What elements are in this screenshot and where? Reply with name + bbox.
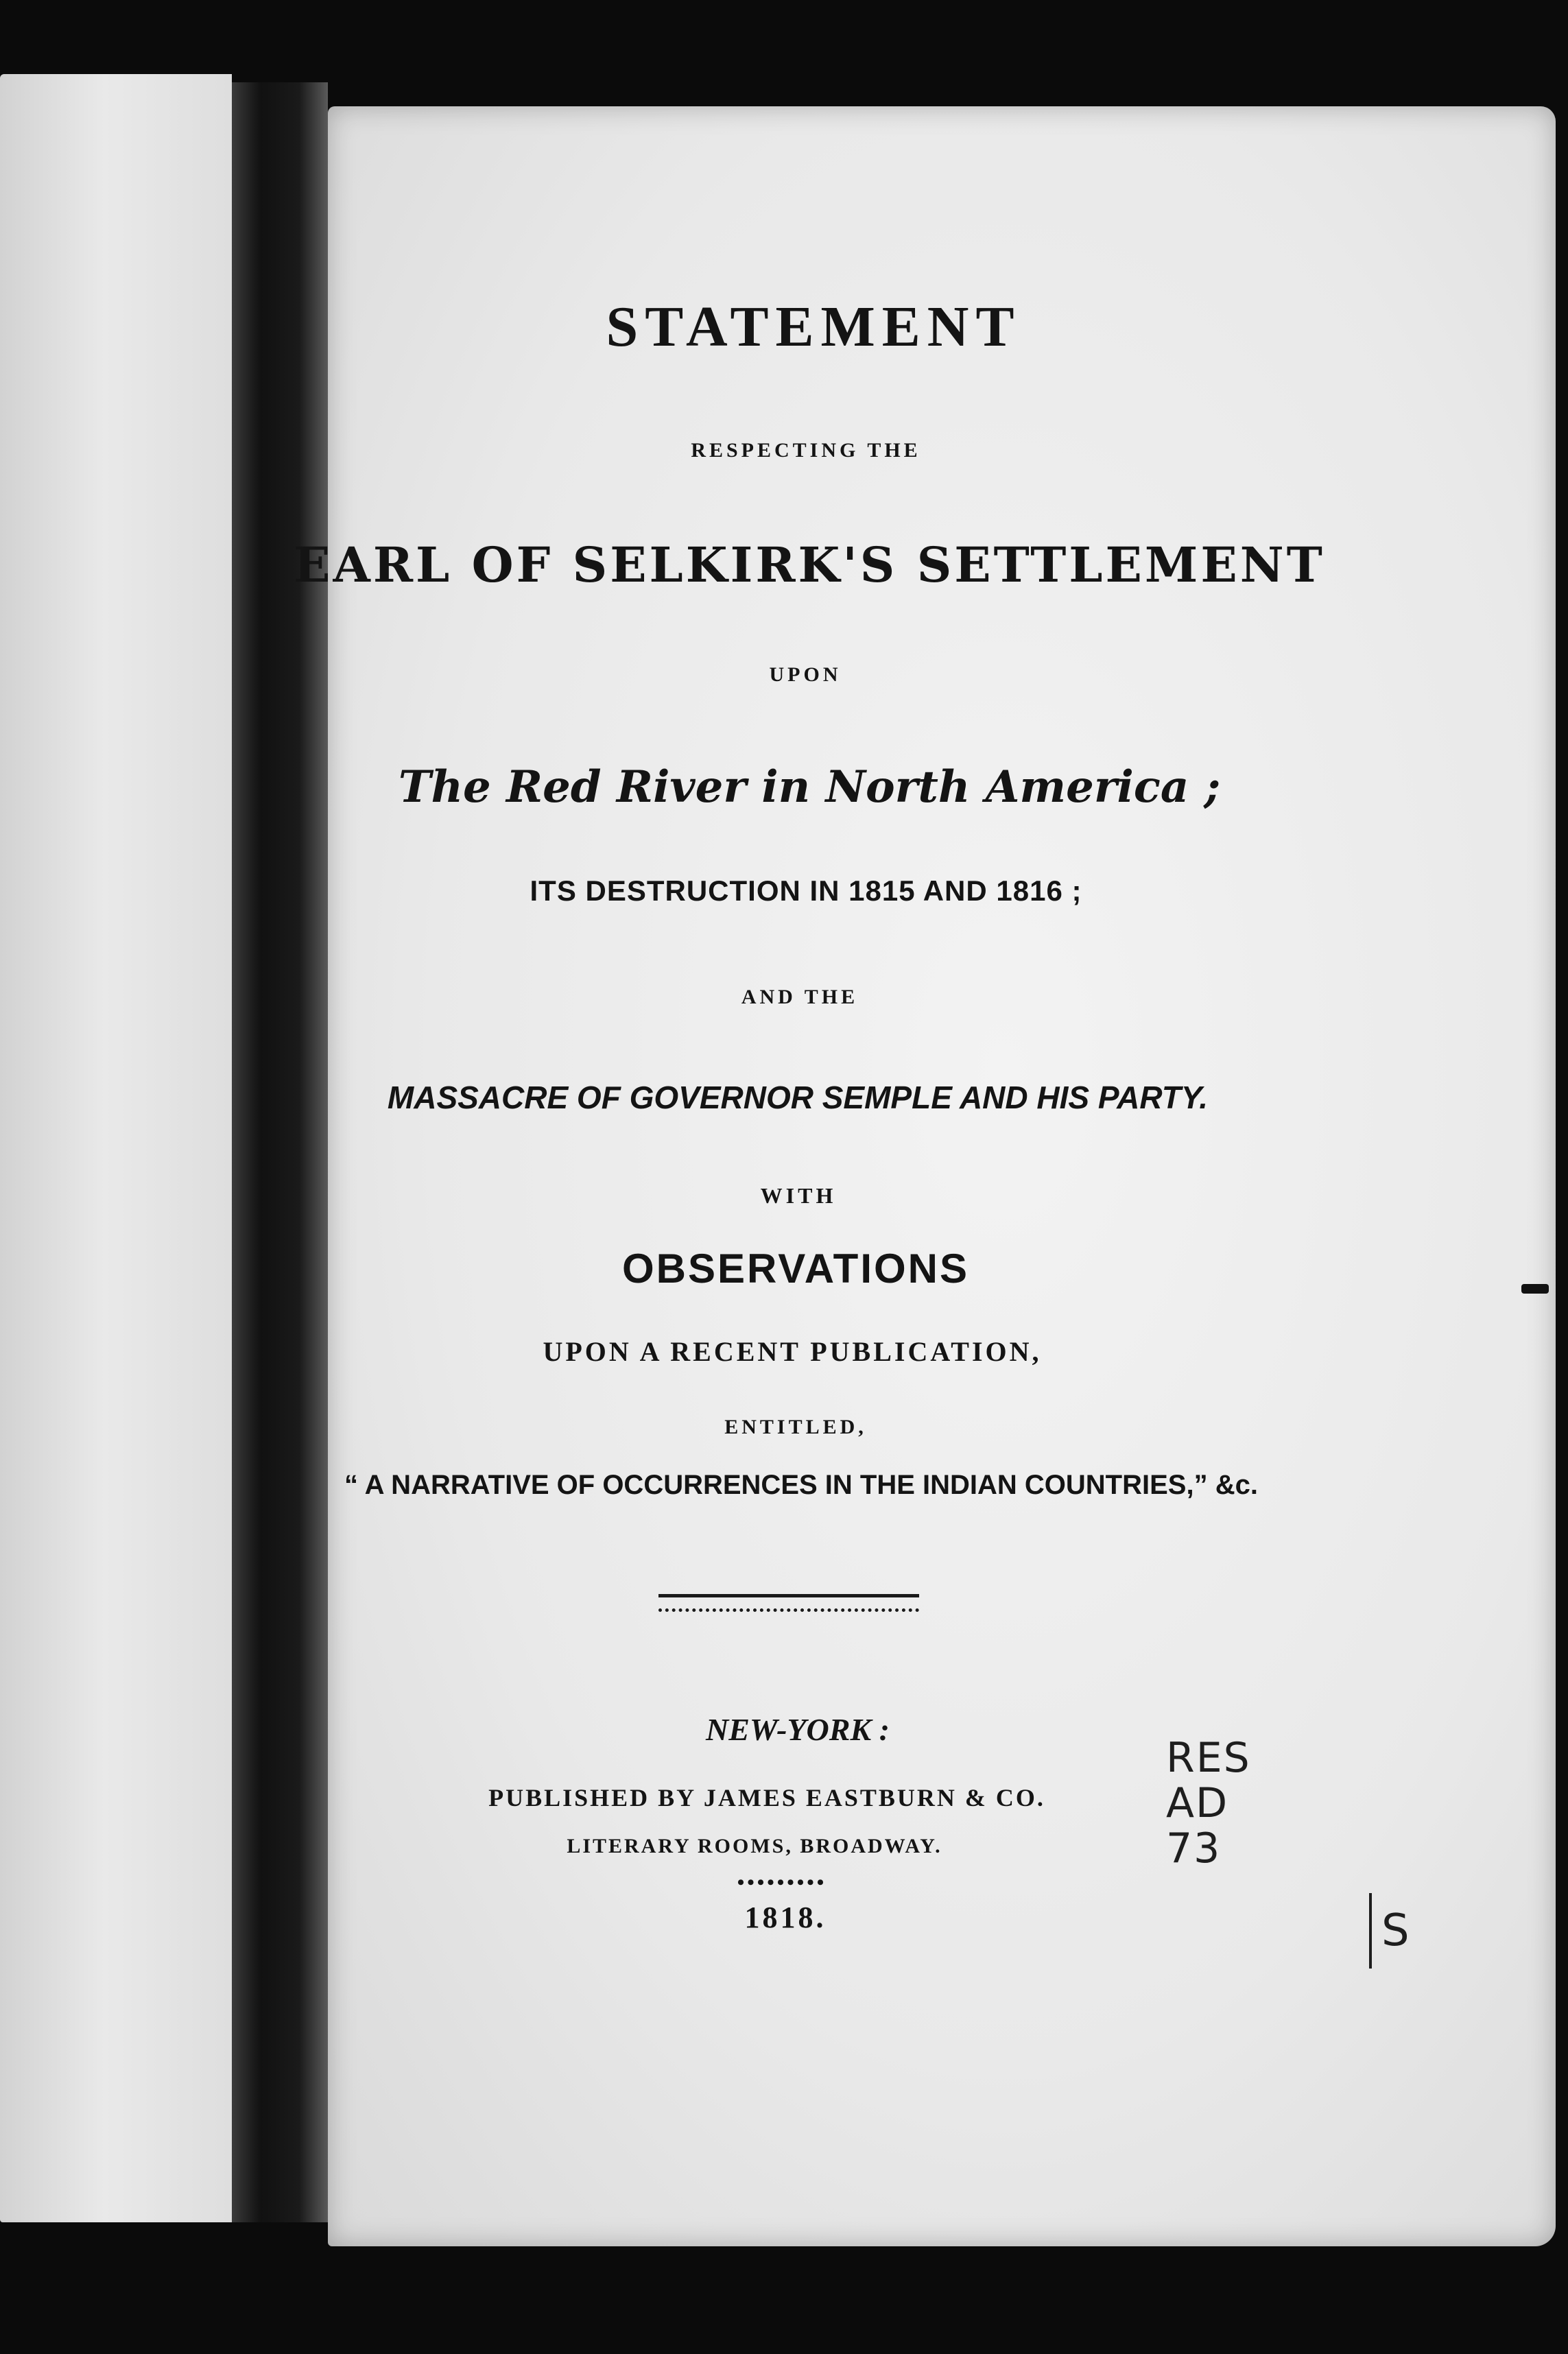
imprint-place: NEW-YORK :: [706, 1712, 890, 1747]
call-number-line: 73: [1166, 1824, 1222, 1872]
call-number-line: RES: [1166, 1734, 1251, 1782]
respecting-line: RESPECTING THE: [691, 439, 921, 462]
entitled-line: ENTITLED,: [724, 1416, 867, 1438]
call-number-line: AD: [1166, 1779, 1229, 1827]
dotted-rule: •••••••••: [737, 1871, 827, 1894]
handwritten-shelf-mark: S: [1369, 1893, 1443, 1969]
massacre-line: MASSACRE OF GOVERNOR SEMPLE AND HIS PARTY.: [387, 1080, 1209, 1115]
recent-publication-line: UPON A RECENT PUBLICATION,: [543, 1336, 1042, 1367]
faded-library-stamp: [569, 1543, 1077, 1722]
observations-heading: OBSERVATIONS: [621, 1246, 970, 1292]
subject-line: EARL OF SELKIRK'S SETTLEMENT: [294, 536, 1325, 593]
upon-line: UPON: [769, 663, 842, 686]
with-line: WITH: [760, 1183, 837, 1208]
imprint-publisher: PUBLISHED BY JAMES EASTBURN & CO.: [488, 1784, 1045, 1811]
location-line: The Red River in North America ;: [398, 761, 1221, 813]
page-edge-mark: [1521, 1284, 1549, 1294]
imprint-address: LITERARY ROOMS, BROADWAY.: [567, 1835, 942, 1857]
ornamental-rule: [658, 1594, 919, 1612]
imprint-year: 1818.: [744, 1901, 827, 1934]
and-the-line: AND THE: [741, 986, 859, 1008]
page-title: STATEMENT: [606, 295, 1021, 359]
destruction-line: ITS DESTRUCTION IN 1815 AND 1816 ;: [530, 875, 1082, 907]
narrative-title-line: “ A NARRATIVE OF OCCURRENCES IN THE INDIAN COUNTRIES,” &c.: [344, 1470, 1258, 1500]
handwritten-call-number: [1166, 1735, 1290, 1871]
